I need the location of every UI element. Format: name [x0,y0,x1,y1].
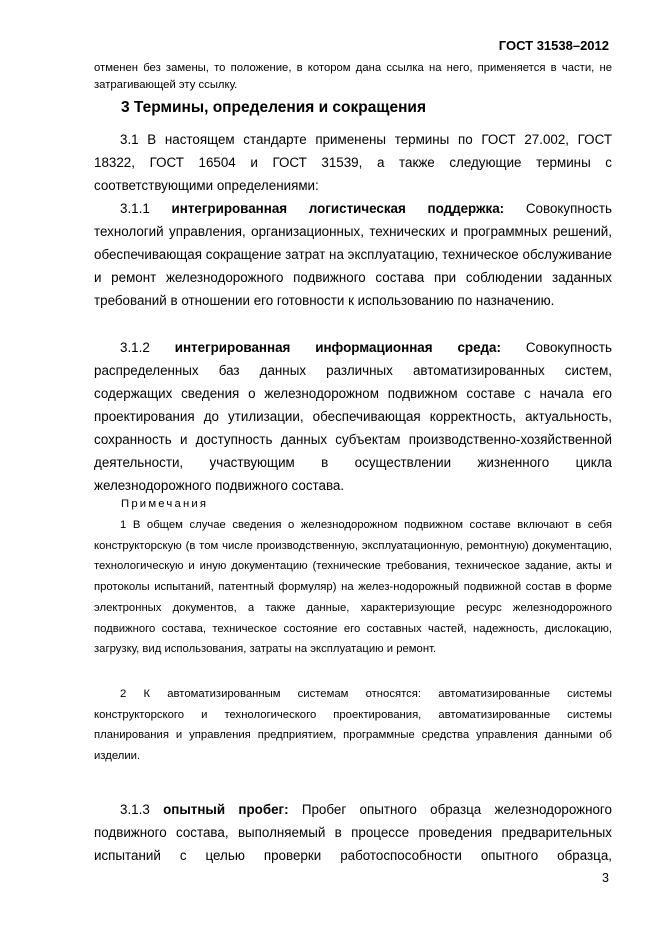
term-definition: Совокупность технологий управления, организационных, технических и программных решений, обеспечивающая сокращение затрат на эксплуатацию, техническое обслуживание и ремонт железнодорожного подвижного состава при соблюдении заданных требований в отношении его готовности к использованию по назначению. [94,201,612,308]
note-1-text: 1 В общем случае сведения о железнодорожном подвижном составе включают в себя конструкторскую (в том числе производственную, эксплуатационную, ремонтную) документацию, технологическую и иную документацию (технические требования, техническое задание, акты и протоколы испытаний, патентный формуляр) на желез-нодорожный подвижной состав в форме электронных документов, а также данные, характеризующие ресурс железнодорожного подвижного состава, техническое состояние его составных частей, надежность, дислокацию, загрузку, вид использования, затраты на эксплуатацию и ремонт. [94,519,612,656]
term-3-1-1 [94,197,612,312]
term-3-1-3-text [94,798,612,867]
note-1 [94,515,612,660]
term-number: 3.1.2 [120,340,150,355]
term-name: опытный пробег: [163,802,289,817]
paragraph-3-1 [94,128,612,197]
page-number: 3 [602,871,609,885]
doc-number-header: ГОСТ 31538–2012 [498,38,609,53]
paragraph-3-1-text: 3.1 В настоящем стандарте применены термины по ГОСТ 27.002, ГОСТ 18322, ГОСТ 16504 и ГОСТ 31539, а также следующие термины с соответствующими определениями: [94,132,612,193]
term-number: 3.1.1 [120,201,150,216]
section-title: 3 Термины, определения и сокращения [121,99,426,116]
term-3-1-1-text [94,197,612,312]
intro-paragraph: отменен без замены, то положение, в котором дана ссылка на него, применяется в части, не затрагивающей эту ссылку. [94,62,612,91]
term-3-1-3 [94,798,612,867]
term-3-1-2 [94,336,612,497]
term-number: 3.1.3 [120,802,150,817]
term-name: интегрированная информационная среда: [174,340,501,355]
note-2-text: 2 К автоматизированным системам относятся: автоматизированные системы конструкторского и технологического проектирования, автоматизированные системы планирования и управления предприятием, программные средства управления данными об изделии. [94,688,612,763]
term-definition: Совокупность распределенных баз данных различных автоматизированных систем, содержащих сведения о железнодорожном подвижном составе с начала его проектирования до утилизации, обеспечивающая корректность, актуальность, сохранность и доступность данных субъектам производственно-хозяйственной деятельности, участвующим в осуществлении жизненного цикла железнодорожного подвижного состава. [94,340,612,493]
notes-heading: Примечания [121,498,209,510]
term-3-1-2-text [94,336,612,497]
note-2 [94,684,612,767]
term-name: интегрированная логистическая поддержка: [171,201,505,216]
term-definition: Пробег опытного образца железнодорожного подвижного состава, выполняемый в процессе проведения предварительных испытаний с целью проверки работоспособности опытного образца, [94,802,612,863]
